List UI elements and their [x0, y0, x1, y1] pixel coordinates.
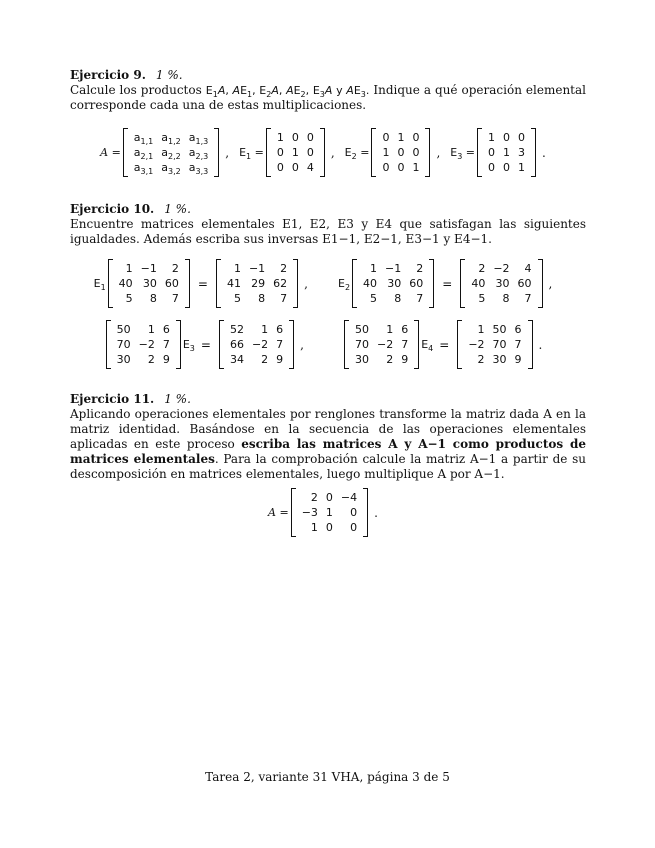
ex10-text: Encuentre matrices elementales E1, E2, E3 y E4 que satisfagan las siguientes igualdades. Además escriba sus inversas E1−1, E2−1, E3−1 y E4−1.	[70, 217, 586, 246]
ex10-row1: $E_1$ 1 −1 2 40 30 60 5 8 7 = 1 −1 2 41 29 62 5 8 7 , $E_2$ 1 −1 2 40 30 60 5 8 7 = 2 −2 4 40 30 60 5 8 7 ,	[70, 259, 586, 308]
matrix-cell: 2	[416, 262, 424, 275]
ex9-text-b: Indique a qué operación elemental corresponde cada una de estas multiplicaciones.	[70, 83, 586, 112]
matrix-cell: 60	[517, 277, 532, 290]
matrix-cell: 1	[261, 323, 269, 336]
matrix-cell: −2	[251, 338, 269, 351]
ex9-A-label: A =	[100, 146, 121, 159]
matrix-cell: −1	[385, 262, 402, 275]
matrix-cell: 40	[363, 277, 378, 290]
matrix-cell: 9	[514, 353, 522, 366]
matrix-cell: $a_{2,3}$	[188, 146, 209, 162]
matrix-cell: 1	[310, 521, 318, 534]
matrix-cell: 0	[325, 521, 333, 534]
matrix-cell: 1	[412, 161, 420, 174]
matrix-cell: 1	[325, 506, 333, 519]
matrix-cell: 29	[251, 277, 266, 290]
matrix-cell: 1	[382, 146, 390, 159]
matrix-cell: 0	[503, 161, 511, 174]
matrix-cell: 6	[276, 323, 284, 336]
matrix-cell: 0	[291, 131, 299, 144]
matrix-cell: 0	[382, 131, 390, 144]
matrix-cell: 66	[229, 338, 244, 351]
matrix-cell: 1	[488, 131, 496, 144]
matrix-cell: 70	[492, 338, 507, 351]
matrix-cell: 1	[386, 323, 394, 336]
matrix-cell: $a_{1,2}$	[161, 131, 181, 147]
matrix-cell: 30	[495, 277, 510, 290]
eq2-left-matrix	[352, 259, 434, 308]
matrix-cell: 1	[518, 161, 526, 174]
matrix-cell: 8	[149, 292, 157, 305]
matrix-cell: 40	[471, 277, 486, 290]
matrix-cell: 1	[291, 146, 299, 159]
matrix-cell: 5	[370, 292, 378, 305]
matrix-cell: 0	[350, 506, 358, 519]
matrix-cell: 2	[477, 353, 485, 366]
matrix-cell: −3	[301, 506, 318, 519]
ex10-row2: 50 1 6 70 −2 7 30 2 9 $E_3$ = 52 1 6 66 −2 7 34 2 9 , 50 1 6 70 −2 7 30 2 9 $E_4$ = 1 50 6 −2 70 7 2 30 9 .	[70, 320, 586, 369]
ex9-heading	[70, 67, 586, 83]
matrix-cell: −2	[493, 262, 510, 275]
matrix-cell: 8	[394, 292, 402, 305]
matrix-cell: 30	[492, 353, 507, 366]
ex11-heading	[70, 391, 586, 407]
matrix-cell: $a_{2,1}$	[133, 146, 154, 162]
ex11-A-label: A =	[268, 506, 289, 519]
ex9-pct: 1 %.	[155, 68, 183, 82]
ex11-matrix-row: A = 2 0 −4 −3 1 0 1 0 0 .	[70, 488, 586, 537]
matrix-cell: 5	[233, 292, 241, 305]
ex10-pct: 1 %.	[164, 202, 191, 216]
matrix-cell: 60	[409, 277, 424, 290]
matrix-cell: 7	[171, 292, 179, 305]
matrix-cell: $a_{2,2}$	[161, 146, 181, 162]
matrix-cell: 2	[171, 262, 179, 275]
matrix-cell: 0	[350, 521, 358, 534]
ex11-text-b: . Para la comprobación calcule la matriz A−1 a partir de su descomposición en matrices elementales, luego multiplique A por A−1.	[70, 452, 586, 481]
matrix-cell: 6	[514, 323, 522, 336]
matrix-cell: 0	[412, 146, 420, 159]
ex10-heading	[70, 201, 586, 217]
matrix-cell: −1	[140, 262, 157, 275]
matrix-cell: 70	[355, 338, 369, 351]
matrix-cell: 1	[147, 323, 155, 336]
matrix-cell: 0	[382, 161, 390, 174]
matrix-cell: 50	[116, 323, 131, 336]
matrix-cell: 7	[416, 292, 424, 305]
matrix-A-ex11	[291, 488, 368, 537]
matrix-cell: 7	[162, 338, 170, 351]
matrix-cell: 30	[387, 277, 402, 290]
page-content	[70, 67, 586, 537]
eq3-left-matrix	[106, 320, 181, 369]
matrix-cell: 0	[276, 146, 284, 159]
matrix-cell: 0	[488, 161, 496, 174]
ex9-text	[70, 83, 586, 113]
page-footer: Tarea 2, variante 31 VHA, página 3 de 5	[205, 770, 450, 784]
matrix-cell: 1	[397, 131, 405, 144]
matrix-cell: 0	[518, 131, 526, 144]
matrix-cell: 4	[306, 161, 314, 174]
matrix-cell: −2	[377, 338, 394, 351]
matrix-cell: 0	[397, 146, 405, 159]
matrix-cell: 7	[401, 338, 409, 351]
matrix-A	[123, 128, 219, 177]
matrix-cell: 30	[355, 353, 369, 366]
eq4-right-matrix	[457, 320, 532, 369]
matrix-E1	[266, 128, 325, 177]
matrix-cell: 9	[276, 353, 284, 366]
matrix-cell: 1	[276, 131, 284, 144]
matrix-cell: 62	[273, 277, 288, 290]
ex11-text-bold: escriba las matrices A y A−1 como productos de matrices elementales	[70, 437, 587, 466]
matrix-cell: 0	[306, 146, 314, 159]
matrix-cell: 70	[116, 338, 131, 351]
ex11-pct: 1 %.	[164, 392, 191, 406]
matrix-cell: 5	[125, 292, 133, 305]
matrix-E3	[477, 128, 536, 177]
matrix-cell: 8	[258, 292, 266, 305]
matrix-cell: 0	[488, 146, 496, 159]
matrix-cell: 60	[164, 277, 179, 290]
matrix-cell: 41	[226, 277, 241, 290]
matrix-cell: 4	[524, 262, 532, 275]
ex11-text-a: Aplicando operaciones elementales por renglones transforme la matriz dada A en la matriz identidad. Basándose en la secuencia de las operaciones elementales aplicadas en este proceso	[70, 407, 586, 451]
eq1-right-matrix	[216, 259, 298, 308]
ex9-E1-label: $E_1$ =	[239, 146, 264, 162]
matrix-cell: 50	[492, 323, 507, 336]
matrix-cell: 2	[280, 262, 288, 275]
ex11-title: Ejercicio 11.	[70, 392, 155, 406]
eq3-right-matrix	[219, 320, 294, 369]
matrix-cell: $a_{1,1}$	[133, 131, 154, 147]
ex10-title: Ejercicio 10.	[70, 202, 155, 216]
ex9-text-a: Calcule los productos	[70, 83, 206, 97]
matrix-cell: 8	[502, 292, 510, 305]
matrix-cell: 2	[478, 262, 486, 275]
matrix-cell: 30	[142, 277, 157, 290]
eq2-right-matrix	[460, 259, 542, 308]
matrix-cell: −4	[340, 491, 358, 504]
matrix-cell: −2	[138, 338, 155, 351]
matrix-cell: 1	[477, 323, 485, 336]
matrix-cell: 30	[116, 353, 131, 366]
ex9-title: Ejercicio 9.	[70, 68, 146, 82]
matrix-cell: 2	[261, 353, 269, 366]
matrix-cell: 6	[401, 323, 409, 336]
matrix-cell: 9	[401, 353, 409, 366]
ex9-E3-label: $E_3$ =	[450, 146, 476, 162]
matrix-cell: 2	[147, 353, 155, 366]
matrix-cell: 2	[386, 353, 394, 366]
matrix-E2	[371, 128, 430, 177]
matrix-cell: 52	[229, 323, 244, 336]
matrix-cell: 50	[355, 323, 369, 336]
matrix-cell: 0	[306, 131, 314, 144]
ex9-matrices: A = $a_{1,1}$ $a_{1,2}$ $a_{1,3}$ $a_{2,1}$ $a_{2,2}$ $a_{2,3}$ $a_{3,1}$ $a_{3,2}$ $a_{3,3}$ , $E_1$ = 1 0 0 0 1 0 0 0 4 , $E_2$ = 0 1 0 1 0 0 0 0 1 , $E_3$ = 1 0 0 0 1 3 0 0 1 .	[70, 128, 586, 177]
matrix-cell: 3	[518, 146, 526, 159]
matrix-cell: 1	[233, 262, 241, 275]
matrix-cell: 0	[276, 161, 284, 174]
matrix-cell: 40	[118, 277, 133, 290]
matrix-cell: 0	[325, 491, 333, 504]
matrix-cell: 7	[524, 292, 532, 305]
matrix-cell: −1	[248, 262, 266, 275]
matrix-cell: 1	[503, 146, 511, 159]
ex9-E2-label: $E_2$ =	[344, 146, 370, 162]
matrix-cell: 0	[503, 131, 511, 144]
matrix-cell: 0	[412, 131, 420, 144]
matrix-cell: −2	[468, 338, 485, 351]
matrix-cell: $a_{3,3}$	[188, 161, 209, 177]
matrix-cell: 1	[125, 262, 133, 275]
matrix-cell: 9	[162, 353, 170, 366]
matrix-cell: 7	[276, 338, 284, 351]
matrix-cell: 1	[370, 262, 378, 275]
matrix-cell: $a_{3,1}$	[133, 161, 154, 177]
matrix-cell: $a_{1,3}$	[188, 131, 209, 147]
matrix-cell: 0	[291, 161, 299, 174]
matrix-cell: 2	[310, 491, 318, 504]
matrix-cell: 6	[162, 323, 170, 336]
matrix-cell: 5	[478, 292, 486, 305]
matrix-cell: $a_{3,2}$	[161, 161, 181, 177]
matrix-cell: 0	[397, 161, 405, 174]
matrix-cell: 34	[229, 353, 244, 366]
ex9-products: $E_1A$, $AE_1$, $E_2A$, $AE_2$, $E_3A$ y $AE_3$.	[205, 84, 370, 100]
matrix-cell: 7	[280, 292, 288, 305]
eq1-left-matrix	[108, 259, 190, 308]
eq4-left-matrix	[344, 320, 419, 369]
ex11-text	[70, 407, 586, 482]
matrix-cell: 7	[514, 338, 522, 351]
